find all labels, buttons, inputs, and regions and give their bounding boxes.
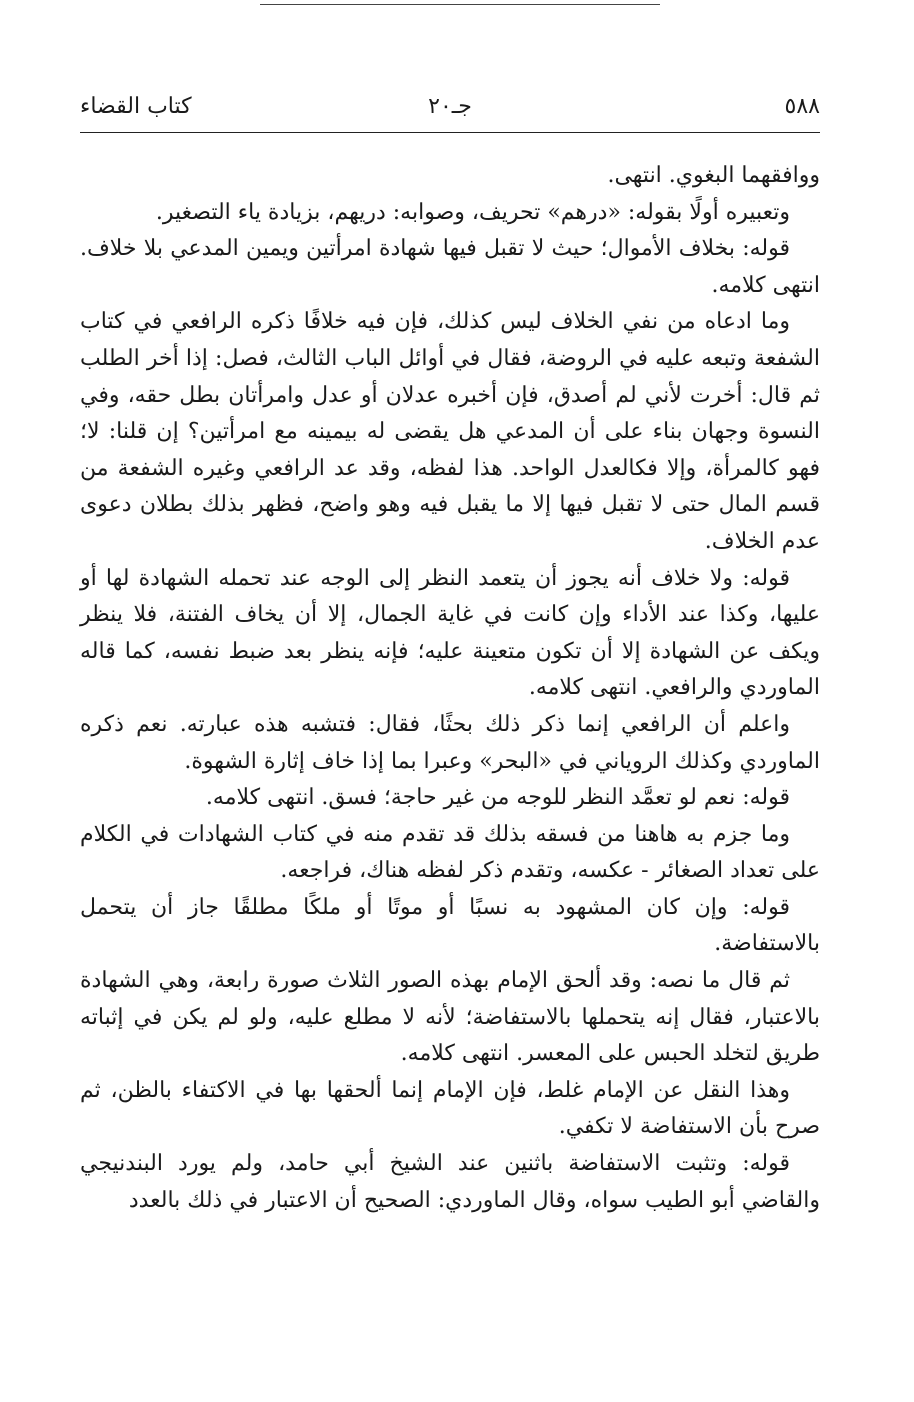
paragraph: وما ادعاه من نفي الخلاف ليس كذلك، فإن فيه خلافًا ذكره الرافعي في كتاب الشفعة وتبعه عليه في الروضة، فقال في أوائل الباب الثالث، فصل: إذا أخر الطلب ثم قال: أخرت لأني لم أصدق، فإن أخبره عدلان أو عدل وامرأتان بطل حقه، وفي النسوة وجهان بناء على أن المدعي هل يقضى له بيمينه مع امرأتين؟ إن قلنا: لا؛ فهو كالمرأة، وإلا فكالعدل الواحد. هذا لفظه، وقد عد الرافعي وغيره الشفعة من قسم المال حتى لا تقبل فيها إلا ما يقبل فيه وهو واضح، فظهر بذلك بطلان دعوى عدم الخلاف.	[80, 309, 820, 554]
paragraph: وما جزم به هاهنا من فسقه بذلك قد تقدم منه في كتاب الشهادات في الكلام على تعداد الصغائر - عكسه، وتقدم ذكر لفظه هناك، فراجعه.	[80, 821, 820, 884]
paragraph: قوله: وتثبت الاستفاضة باثنين عند الشيخ أبي حامد، ولم يورد البندنيجي والقاضي أبو الطيب سواه، وقال الماوردي: الصحيح أن الاعتبار في ذلك بالعدد	[80, 1151, 820, 1213]
paragraph: ثم قال ما نصه: وقد ألحق الإمام بهذه الصور الثلاث صورة رابعة، وهي الشهادة بالاعتبار، فقال إنه يتحملها بالاستفاضة؛ لأنه لا مطلع عليه، ولو لم يكن في إثباته طريق لتخلد الحبس على المعسر. انتهى كلامه.	[80, 968, 820, 1067]
paragraph: قوله: ولا خلاف أنه يجوز أن يتعمد النظر إلى الوجه عند تحمله الشهادة لها أو عليها، وكذا عند الأداء وإن كانت في غاية الجمال، إلا أن يخاف الفتنة، فلا ينظر ويكف عن الشهادة إلا أن تكون متعينة عليه؛ فإنه ينظر بعد ضبط نفسه، كما قاله الماوردي والرافعي. انتهى كلامه.	[80, 565, 820, 701]
volume-label: جـ٢٠	[428, 94, 472, 119]
page-number: ٥٨٨	[784, 94, 820, 119]
paragraph: قوله: وإن كان المشهود به نسبًا أو موتًا أو ملكًا مطلقًا جاز أن يتحمل بالاستفاضة.	[80, 894, 820, 957]
paragraph: قوله: نعم لو تعمَّد النظر للوجه من غير حاجة؛ فسق. انتهى كلامه.	[205, 785, 790, 811]
paragraph: وتعبيره أولًا بقوله: «درهم» تحريف، وصوابه: دريهم، بزيادة ياء التصغير.	[155, 199, 790, 225]
page-header	[80, 92, 820, 128]
book-title: كتاب القضاء	[80, 94, 192, 119]
paragraph: وهذا النقل عن الإمام غلط، فإن الإمام إنما ألحقها بها في الاكتفاء بالظن، ثم صرح بأن الاستفاضة لا تكفي.	[80, 1077, 820, 1140]
paragraph: قوله: بخلاف الأموال؛ حيث لا تقبل فيها شهادة امرأتين ويمين المدعي بلا خلاف. انتهى كلامه.	[80, 236, 820, 298]
header-rule	[80, 132, 820, 133]
page-body	[80, 158, 820, 1219]
top-rule	[260, 4, 660, 5]
paragraph: ووافقهما البغوي. انتهى.	[607, 163, 820, 188]
paragraph: واعلم أن الرافعي إنما ذكر ذلك بحثًا، فقال: فتشبه هذه عبارته. نعم ذكره الماوردي وكذلك الروياني في «البحر» وعبرا بما إذا خاف إثارة الشهوة.	[80, 711, 820, 774]
